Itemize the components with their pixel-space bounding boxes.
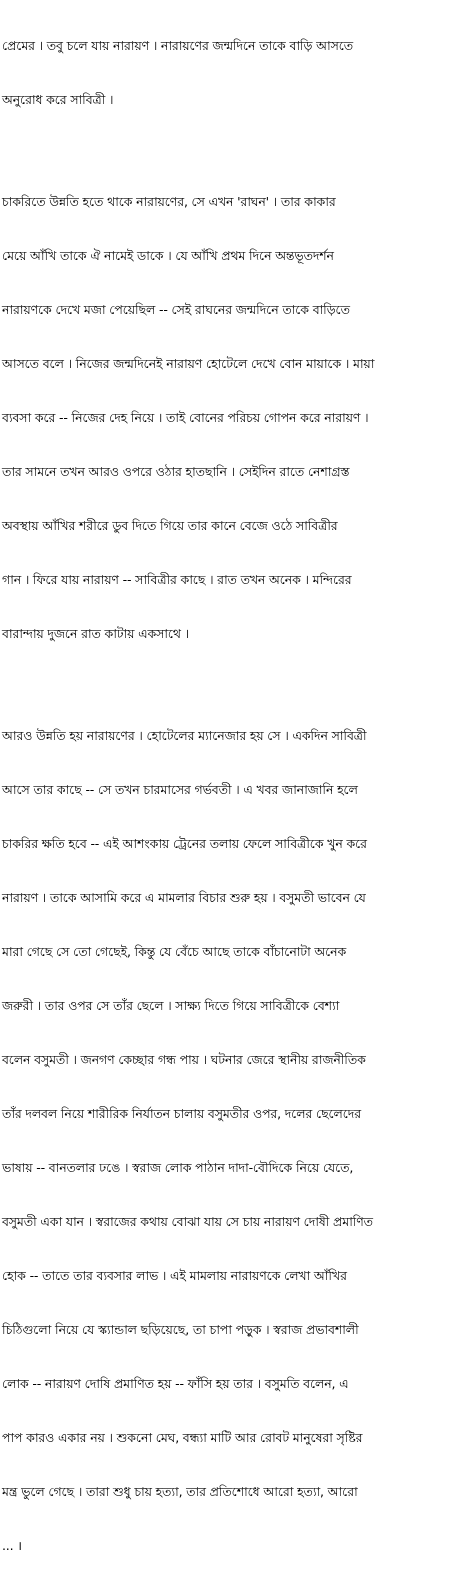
- text-line: চাকরিতে উন্নতি হতে থাকে নারায়ণের, সে এখন 'রাঘন' । তার কাকার: [2, 194, 336, 209]
- paragraph-1: [2, 0, 454, 146]
- text-line: বসুমতী একা যান । স্বরাজের কথায় বোঝা যায় সে চায় নারায়ণ দোষী প্রমাণিত: [2, 1214, 373, 1229]
- text-line: বলেন বসুমতী । জনগণ কেচ্ছার গন্ধ পায় । ঘটনার জেরে স্থানীয় রাজনীতিক: [2, 1052, 366, 1067]
- text-line: লোক -- নারায়ণ দোষি প্রমাণিত হয় -- ফাঁসি হয় তার । বসুমতি বলেন, এ: [2, 1376, 349, 1391]
- text-line: পাপ কারও একার নয় । শুকনো মেঘ, বন্ধ্যা মাটি আর রোবট মানুষেরা সৃষ্টির: [2, 1430, 363, 1445]
- text-line: চিঠিগুলো নিয়ে যে স্ক্যান্ডাল ছড়িয়েছে, তা চাপা পড়ুক । স্বরাজ প্রভাবশালী: [2, 1322, 359, 1337]
- text-line: মন্ত্র ভুলে গেছে । তারা শুধু চায় হত্যা, তার প্রতিশোধে আরো হত্যা, আরো: [2, 1484, 358, 1499]
- text-line: আসে তার কাছে -- সে তখন চারমাসের গর্ভবতী । এ খবর জানাজানি হলে: [2, 782, 358, 797]
- text-line: গান । ফিরে যায় নারায়ণ -- সাবিত্রীর কাছে । রাত তখন অনেক । মন্দিরের: [2, 572, 352, 587]
- text-line: জরুরী । তার ওপর সে তাঁর ছেলে । সাক্ষ্য দিতে গিয়ে সাবিত্রীকে বেশ্যা: [2, 998, 340, 1013]
- text-line: নারায়ণ । তাকে আসামি করে এ মামলার বিচার শুরু হয় । বসুমতী ভাবেন যে: [2, 890, 366, 905]
- text-line: হোক -- তাতে তার ব্যবসার লাভ । এই মামলায় নারায়ণকে লেখা আঁখির: [2, 1268, 347, 1283]
- text-line: অনুরোধ করে সাবিত্রী ।: [2, 92, 114, 107]
- text-line: মারা গেছে সে তো গেছেই, কিন্তু যে বেঁচে আছে তাকে বাঁচানোটা অনেক: [2, 944, 347, 959]
- text-line: অবস্থায় আঁখির শরীরে ডুব দিতে গিয়ে তার কানে বেজে ওঠে সাবিত্রীর: [2, 518, 338, 533]
- text-line: প্রেমের । তবু চলে যায় নারায়ণ । নারায়ণের জন্মদিনে তাকে বাড়ি আসতে: [2, 38, 354, 53]
- text-line: চাকরির ক্ষতি হবে -- এই আশংকায় ট্রেনের তলায় ফেলে সাবিত্রীকে খুন করে: [2, 836, 367, 851]
- paragraph-2: [2, 156, 454, 680]
- text-line: তাঁর দলবল নিয়ে শারীরিক নির্যাতন চালায় বসুমতীর ওপর, দলের ছেলেদের: [2, 1106, 361, 1121]
- text-line: নারায়ণকে দেখে মজা পেয়েছিল -- সেই রাঘনের জন্মদিনে তাকে বাড়িতে: [2, 302, 350, 317]
- text-line: ভাষায় -- বানতলার ঢঙে । স্বরাজ লোক পাঠান দাদা-বৌদিকে নিয়ে যেতে,: [2, 1160, 354, 1175]
- text-line: ব্যবসা করে -- নিজের দেহ নিয়ে । তাই বোনের পরিচয় গোপন করে নারায়ণ ।: [2, 410, 369, 425]
- text-line: আসতে বলে । নিজের জন্মদিনেই নারায়ণ হোটেলে দেখে বোন মায়াকে । মায়া: [2, 356, 375, 371]
- paragraph-3: [2, 690, 454, 1592]
- text-line: বারান্দায় দুজনে রাত কাটায় একসাথে ।: [2, 626, 189, 641]
- text-line: আরও উন্নতি হয় নারায়ণের । হোটেলের ম্যানেজার হয় সে । একদিন সাবিত্রী: [2, 728, 367, 743]
- text-line: মেয়ে আঁখি তাকে ঐ নামেই ডাকে । যে আঁখি প্রথম দিনে অন্তভূতদর্শন: [2, 248, 334, 263]
- text-line: ... ।: [2, 1538, 22, 1553]
- text-line: তার সামনে তখন আরও ওপরে ওঠার হাতছানি । সেইদিন রাতে নেশাগ্রস্ত: [2, 464, 350, 479]
